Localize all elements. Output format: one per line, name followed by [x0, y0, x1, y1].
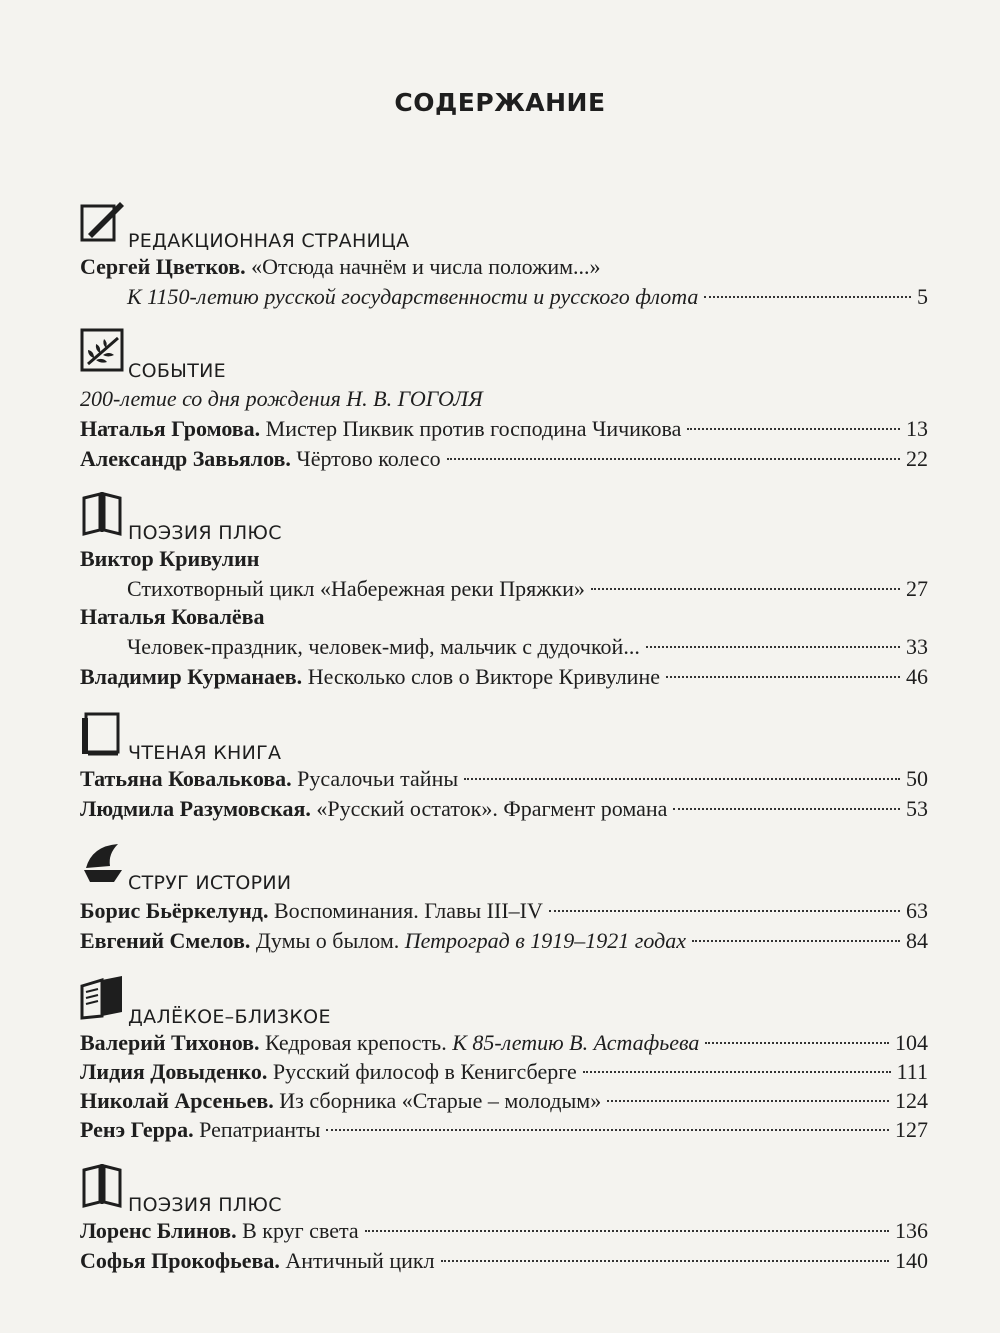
entry-author: Евгений Смелов.: [80, 928, 251, 953]
entry-title: Воспоминания. Главы III–IV: [273, 898, 543, 923]
entry-page: 27: [906, 576, 928, 601]
entry-page: 140: [895, 1248, 928, 1273]
pen-notebook-icon: [80, 198, 126, 244]
toc-entry: [80, 1218, 928, 1248]
entry-author: Наталья Громова.: [80, 416, 261, 441]
entry-title: Несколько слов о Викторе Кривулине: [307, 664, 660, 689]
toc-entry: [80, 1117, 928, 1147]
section-title: ПОЭЗИЯ ПЛЮС: [128, 1194, 282, 1216]
entry-title: Человек-праздник, человек-миф, мальчик с дудочкой...: [127, 634, 640, 659]
toc-entry: [127, 634, 928, 664]
entry-subtitle: Петроград в 1919–1921 годах: [404, 928, 686, 953]
entry-page: 50: [906, 766, 928, 791]
entry-author: Виктор Кривулин: [80, 546, 260, 571]
toc-entry: [80, 1059, 928, 1089]
entry-page: 104: [895, 1030, 928, 1055]
entry-title: «Отсюда начнём и числа положим...»: [251, 254, 601, 279]
page-title: СОДЕРЖАНИЕ: [394, 88, 606, 117]
toc-entry: [80, 546, 928, 576]
entry-title: Из сборника «Старые – молодым»: [279, 1088, 602, 1113]
dot-leader: [591, 588, 900, 590]
toc-entry: [80, 928, 928, 958]
entry-author: Валерий Тихонов.: [80, 1030, 260, 1055]
toc-entry: [80, 766, 928, 796]
open-pages-icon: [80, 974, 126, 1020]
entry-title: Чёртово колесо: [296, 446, 441, 471]
book-icon: [80, 710, 126, 756]
section-title: СОБЫТИЕ: [128, 360, 226, 382]
section-title: РЕДАКЦИОННАЯ СТРАНИЦА: [128, 230, 410, 252]
entry-page: 127: [895, 1117, 928, 1142]
entry-page: 22: [906, 446, 928, 471]
toc-entry: [80, 1248, 928, 1278]
entry-subtitle: К 85-летию В. Астафьева: [452, 1030, 700, 1055]
entry-page: 63: [906, 898, 928, 923]
entry-author: Николай Арсеньев.: [80, 1088, 274, 1113]
section-title: ПОЭЗИЯ ПЛЮС: [128, 522, 282, 544]
toc-entry: [80, 1030, 928, 1060]
entry-subheading: 200-летие со дня рождения Н. В. ГОГОЛЯ: [80, 386, 483, 411]
toc-entry: [80, 1088, 928, 1118]
dot-leader: [705, 1042, 889, 1044]
entry-page: 13: [906, 416, 928, 441]
toc-entry: [80, 796, 928, 826]
entry-page: 84: [906, 928, 928, 953]
entry-title: Мистер Пиквик против господина Чичикова: [265, 416, 682, 441]
dot-leader: [704, 296, 911, 298]
entry-author: Наталья Ковалёва: [80, 604, 265, 629]
dot-leader: [365, 1230, 889, 1232]
toc-entry: [80, 254, 928, 284]
toc-entry: [80, 664, 928, 694]
entry-page: 5: [917, 284, 928, 309]
open-book-icon: [80, 1162, 126, 1208]
entry-author: Людмила Разумовская.: [80, 796, 311, 821]
entry-page: 136: [895, 1218, 928, 1243]
toc-entry: [80, 446, 928, 476]
toc-entry: [80, 604, 928, 634]
entry-author: Лоренс Блинов.: [80, 1218, 237, 1243]
toc-entry: [80, 416, 928, 446]
entry-author: Ренэ Герра.: [80, 1117, 194, 1142]
entry-author: Софья Прокофьева.: [80, 1248, 280, 1273]
entry-title: «Русский остаток». Фрагмент романа: [316, 796, 668, 821]
entry-author: Александр Завьялов.: [80, 446, 291, 471]
dot-leader: [646, 646, 900, 648]
section-title: ДАЛЁКОЕ–БЛИЗКОЕ: [128, 1006, 331, 1028]
dot-leader: [687, 428, 900, 430]
dot-leader: [666, 676, 900, 678]
entry-title: Русалочьи тайны: [297, 766, 459, 791]
dot-leader: [583, 1071, 891, 1073]
entry-author: Борис Бьёркелунд.: [80, 898, 269, 923]
entry-title: Русский философ в Кенигсберге: [272, 1059, 577, 1084]
entry-subtitle: К 1150-летию русской государственности и русского флота: [127, 284, 699, 309]
entry-author: Татьяна Ковалькова.: [80, 766, 292, 791]
section-title: ЧТЕНАЯ КНИГА: [128, 742, 282, 764]
entry-page: 46: [906, 664, 928, 689]
toc-entry: [127, 576, 928, 606]
dot-leader: [441, 1260, 889, 1262]
entry-page: 53: [906, 796, 928, 821]
ship-icon: [80, 840, 126, 886]
dot-leader: [326, 1129, 889, 1131]
dot-leader: [692, 940, 900, 942]
entry-title: Думы о былом.: [255, 928, 400, 953]
toc-entry: [127, 284, 928, 314]
entry-title: Репатрианты: [199, 1117, 321, 1142]
entry-page: 111: [896, 1059, 928, 1084]
entry-author: Лидия Довыденко.: [80, 1059, 268, 1084]
entry-page: 124: [895, 1088, 928, 1113]
entry-page: 33: [906, 634, 928, 659]
dot-leader: [464, 778, 900, 780]
section-title: СТРУГ ИСТОРИИ: [128, 872, 292, 894]
dot-leader: [673, 808, 900, 810]
entry-author: Сергей Цветков.: [80, 254, 246, 279]
entry-title: Стихотворный цикл «Набережная реки Пряжки»: [127, 576, 585, 601]
entry-title: В круг света: [242, 1218, 359, 1243]
dot-leader: [549, 910, 900, 912]
open-book-icon: [80, 490, 126, 536]
entry-author: Владимир Курманаев.: [80, 664, 303, 689]
toc-entry: [80, 898, 928, 928]
laurel-branch-icon: [80, 328, 126, 374]
dot-leader: [447, 458, 900, 460]
entry-title: Античный цикл: [285, 1248, 435, 1273]
entry-title: Кедровая крепость.: [265, 1030, 447, 1055]
dot-leader: [607, 1100, 889, 1102]
